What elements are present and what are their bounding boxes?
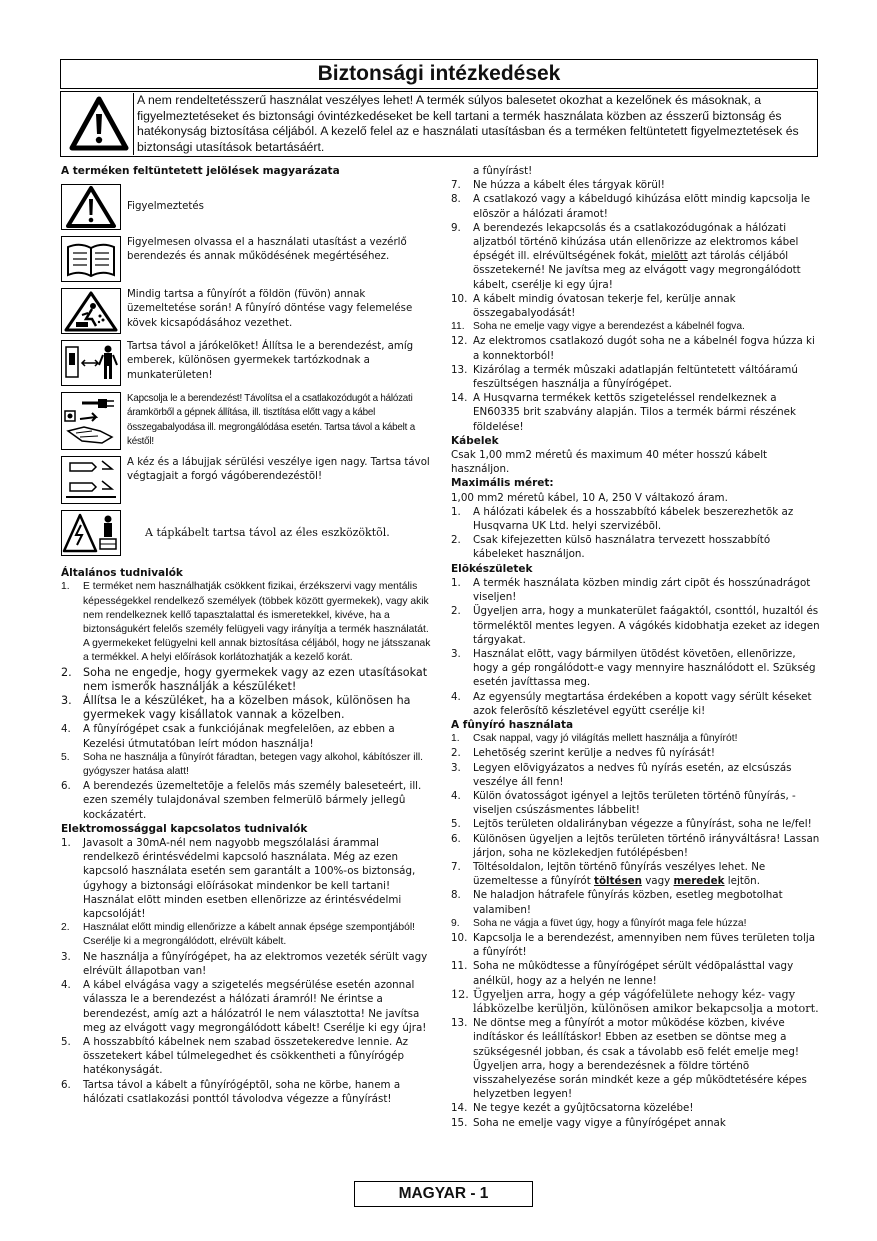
list-item: 6. Különösen ügyeljen a lejtõs területen történõ irányváltásra! Lassan járjon, soha ne közlekedjen futólépésben! xyxy=(451,832,820,859)
cables-text: Csak 1,00 mm2 méretû és maximum 40 méter hosszú kábelt használjon. xyxy=(451,449,768,476)
left-column xyxy=(61,164,433,1106)
list-item: 6. Tartsa távol a kábelt a fûnyírógéptõl, soha ne körbe, hanem a hálózati csatlakozási ponttól távolodva végezze a fûnyírást! xyxy=(61,1078,401,1105)
intro-warning-box xyxy=(60,91,818,157)
electrical-heading: Elektromossággal kapcsolatos tudnivalók xyxy=(61,822,308,835)
legend-text: A kéz és a lábujjak sérülési veszélye igen nagy. Tartsa távol végtagjait a forgó vágóberendezéstõl! xyxy=(127,457,430,483)
legend-item xyxy=(61,236,433,286)
list-item: 11. Soha ne emelje vagy vigye a berendezést a kábelnél fogva. xyxy=(451,321,745,333)
list-item: 2. Lehetõség szerint kerülje a nedves fû nyírását! xyxy=(451,747,715,760)
usage-list xyxy=(451,732,823,1130)
list-item: 4. Külön óvatosságot igényel a lejtõs területen történõ fûnyírás, - viseljen csúszásmentes lábbelit! xyxy=(451,789,796,817)
max-size-list xyxy=(451,505,823,562)
preparation-list xyxy=(451,576,823,718)
list-item: 1. Javasolt a 30mA-nél nem nagyobb megszólalási árammal rendelkezõ érintésvédelmi kapcsoló használata. Még az ezen kapcsoló használata esetén sem garantált a 100%-os biztonság, úgyhogy a biztonsági elõírásokat mindenkor be kell tartani! Használat elõtt minden esetben ellenõrizze az érintésvédelmi kapcsolóját! xyxy=(61,837,416,921)
page-footer: MAGYAR - 1 xyxy=(354,1181,533,1207)
legend-item xyxy=(61,510,433,560)
list-item: 2. Csak kifejezetten külsõ használatra tervezett hosszabbító kábeleket használjon. xyxy=(451,534,771,561)
list-item: 4. A fûnyírógépet csak a funkciójának megfelelõen, az ebben a Kezelési útmutatóban leírt módon használja! xyxy=(61,723,395,750)
list-item: 5. Lejtõs területen oldalirányban végezze a fûnyírást, soha ne le/fel! xyxy=(451,818,812,831)
list-item: 9. Soha ne vágja a füvet úgy, hogy a fûnyírót maga fele húzza! xyxy=(451,917,747,929)
list-item: 1. E terméket nem használhatják csökkent fizikai, érzékszervi vagy mentális képességekkel rendelkező személyek (többek között gyermekek), vagy akik nem rendelkeznek kellő tapasztalattal és ismeretekkel, kivéve, ha a biztonságukért felelős személy felügyeli vagy irányítja a termék használatát. A gyermekeket felügyelni kell annak biztosítása céljából, hogy ne játsszanak a termékkel. A helyi előírások korlátozhatják a kezelő korát. xyxy=(61,581,431,664)
max-size-heading: Maximális méret: xyxy=(451,477,554,490)
list-item: 3. Ne használja a fûnyírógépet, ha az elektromos vezeték sérült vagy elrévült állapotban van! xyxy=(61,950,428,977)
unplug-cable-icon xyxy=(62,393,120,449)
list-item: 10. Kapcsolja le a berendezést, amennyiben nem füves területen tolja a fûnyírót! xyxy=(451,931,815,959)
list-item: 3. Használat elõtt, vagy bármilyen ütõdést követõen, ellenõrizze, hogy a gép rongálódott-e vagy mennyire használódott el. Szükség esetén javíttassa meg. xyxy=(451,647,816,689)
list-item: 15. Soha ne emelje vagy vigye a fûnyírógépet annak xyxy=(451,1116,726,1129)
list-item: 4. Az egyensúly megtartása érdekében a kopott vagy sérült késeket azok felerõsítõ készletével együtt cserélje ki! xyxy=(451,690,812,717)
list-item: 5. A hosszabbító kábelnek nem szabad összetekeredve lennie. Az összetekert kábel túlmelegedhet és csökkentheti a fûnyírógép hatékonyságát. xyxy=(61,1035,409,1077)
flying-stones-icon xyxy=(62,289,120,333)
electrical-list xyxy=(61,836,433,1105)
list-item: 2. Soha ne engedje, hogy gyermekek vagy az ezen utasításokat nem ismerők használják a készüléket! xyxy=(61,665,428,693)
general-list xyxy=(61,580,433,821)
legend-item xyxy=(61,184,433,234)
list-item: 7. Ne húzza a kábelt éles tárgyak körül! xyxy=(451,179,665,192)
legend-text: A tápkábelt tartsa távol az éles eszközöktõl. xyxy=(145,526,390,540)
electrical-list-continued xyxy=(451,164,823,434)
legend-item xyxy=(61,288,433,338)
legend-text: Tartsa távol a járókelõket! Állítsa le a berendezést, amíg emberek, különösen gyermekek tartózkodnak a munkaterületen! xyxy=(127,341,414,381)
list-item: 3. Állítsa le a készüléket, ha a közelben mások, különösen ha gyermekek vagy kisállatok vannak a közelben. xyxy=(61,694,411,722)
list-item: a fûnyírást! xyxy=(473,165,533,177)
legend-text: Figyelmeztetés xyxy=(127,201,204,213)
intro-text: A nem rendeltetésszerű használat veszélyes lehet! A termék súlyos balesetet okozhat a kezelőnek és másoknak, a figyelmeztetéseket és biztonsági óvintézkedéseket be kell tartani a termék használata közben az ésszerű biztonság és hatékonyság biztosítása céljából. A kezelő felel az e használati utasításban és a terméken feltüntetett figyelmeztetések és biztonsági utasítások betartásáért. xyxy=(133,93,815,155)
keep-bystanders-away-icon xyxy=(62,341,120,385)
legend-heading: A terméken feltüntetett jelölések magyarázata xyxy=(61,165,340,177)
legend-item xyxy=(61,456,433,508)
list-item: 3. Legyen elõvigyázatos a nedves fû nyírás esetén, az elcsúszás veszélye áll fenn! xyxy=(451,761,792,788)
list-item: 2. Használat előtt mindig ellenőrizze a kábelt annak épsége szempontjából! Cserélje ki a megrongálódott, elrévült kábelt. xyxy=(61,922,415,948)
max-size-text: 1,00 mm2 méretû kábel, 10 A, 250 V váltakozó áram. xyxy=(451,491,728,504)
list-item: 6. A berendezés üzemeltetõje a felelõs más személy baleseteért, ill. ezen személy tulajdonával szemben felmerülõ bármely jellegû kockázatért. xyxy=(61,780,422,821)
warning-triangle-icon xyxy=(69,96,129,152)
legend-item xyxy=(61,392,433,454)
legend-text: Kapcsolja le a berendezést! Távolítsa el a csatlakozódugót a hálózati áramkörből a gépnek állítása, ill. tisztítása előtt vagy a kábel összegabalyodása ill. megrongálódása esetén. Tartsa távol a kábelt a késtől! xyxy=(127,393,415,447)
list-item: 14. Ne tegye kezét a gyûjtõcsatorna közelébe! xyxy=(451,1102,694,1115)
list-item: 1. A hálózati kábelek és a hosszabbító kábelek beszerezhetõk az Husqvarna UK Ltd. helyi szervizébõl. xyxy=(451,505,794,533)
page-title: Biztonsági intézkedések xyxy=(60,59,818,89)
list-item: 8. A csatlakozó vagy a kábeldugó kihúzása elõtt mindig kapcsolja le elõször a hálózati áramot! xyxy=(451,193,811,220)
list-item: 12. Az elektromos csatlakozó dugót soha ne a kábelnél fogva húzza ki a konnektorból! xyxy=(451,335,815,362)
list-item: 7. Töltésoldalon, lejtõn történõ fûnyírás veszélyes lehet. Ne üzemeltesse a fûnyírót töltésen vagy meredek lejtõn. xyxy=(451,860,766,888)
rotating-blade-hand-foot-icon xyxy=(62,457,120,503)
warning-triangle-icon xyxy=(62,185,120,229)
cable-away-from-blades-icon xyxy=(62,511,120,555)
preparation-heading: Elõkészületek xyxy=(451,562,533,575)
list-item: 8. Ne haladjon hátrafele fûnyírás közben, esetleg megbotolhat valamiben! xyxy=(451,889,783,916)
usage-heading: A fûnyíró használata xyxy=(451,718,574,731)
list-item: 12. Ügyeljen arra, hogy a gép vágófelülete nehogy kéz- vagy lábközelbe kerüljön, különösen amikor bekapcsolja a motort. xyxy=(451,987,819,1015)
legend-text: Figyelmesen olvassa el a használati utasítást a vezérlő berendezés és annak működésének megértéséhez. xyxy=(127,237,407,263)
legend-item xyxy=(61,340,433,390)
list-item: 13. Kizárólag a termék mûszaki adatlapján feltüntetett váltóáramú feszültségen használja a fûnyírógépet. xyxy=(451,363,798,391)
list-item: 1. Csak nappal, vagy jó világítás mellett használja a fûnyírót! xyxy=(451,733,738,745)
legend-text: Mindig tartsa a fûnyírót a földön (füvön) annak üzemeltetése során! A fûnyíró döntése vagy felemelése kövek kicsapódásához vezethet. xyxy=(127,289,413,329)
list-item: 5. Soha ne használja a fûnyírót fáradtan, betegen vagy alkohol, kábítószer ill. gyógyszer hatása alatt! xyxy=(61,751,424,778)
right-column xyxy=(451,164,823,1130)
list-item: 11. Soha ne mûködtesse a fûnyírógépet sérült védõpalásttal vagy anélkül, hogy az a helyén ne lenne! xyxy=(451,960,794,987)
list-item: 4. A kábel elvágása vagy a szigetelés megsérülése esetén azonnal válassza le a berendezést a hálózati áramról! Ne érintse a berendezést, amíg azt a hálózatról le nem választotta! Ne javítsa meg az elvágott vagy megrongálódott kábelt! Cserélje ki egy újra! xyxy=(61,979,427,1034)
cables-heading: Kábelek xyxy=(451,434,499,447)
general-heading: Általános tudnivalók xyxy=(61,567,183,580)
list-item: 14. A Husqvarna termékek kettõs szigeteléssel rendelkeznek a EN60335 brit szabvány alapján. Tilos a termék bármi részének földelése! xyxy=(451,392,796,433)
list-item: 1. A termék használata közben mindig zárt cipõt és hosszúnadrágot viseljen! xyxy=(451,576,811,604)
list-item: 9. A berendezés lekapcsolás és a csatlakozódugónak a hálózati aljzatból történõ kihúzása után ellenõrizze az elektromos kábel épségét ill. elrévültségének fokát, mielõtt azt tárolás céljából összetekerné! Ne javítsa meg az elvágott vagy megrongálódott kábelt, cserélje ki egy újra! xyxy=(451,221,801,291)
open-book-icon xyxy=(62,237,120,281)
list-item: 10. A kábelt mindig óvatosan tekerje fel, kerülje annak összegabalyodását! xyxy=(451,292,736,320)
list-item: 13. Ne döntse meg a fûnyírót a motor mûködése közben, kivéve indításkor és leállításkor! Ebben az esetben se döntse meg a szükségesnél jobban, és csak a távolabb esõ felét emelje meg! Ügyeljen arra, hogy a berendezésnek a földre történõ visszahelyezése során mindkét keze a gép mûködtetésére képes helyzetben legyen! xyxy=(451,1017,807,1101)
list-item: 2. Ügyeljen arra, hogy a munkaterület faágaktól, csonttól, huzaltól és törmeléktõl mentes legyen. A vágókés kidobhatja ezeket az idegen tárgyakat. xyxy=(451,605,820,646)
